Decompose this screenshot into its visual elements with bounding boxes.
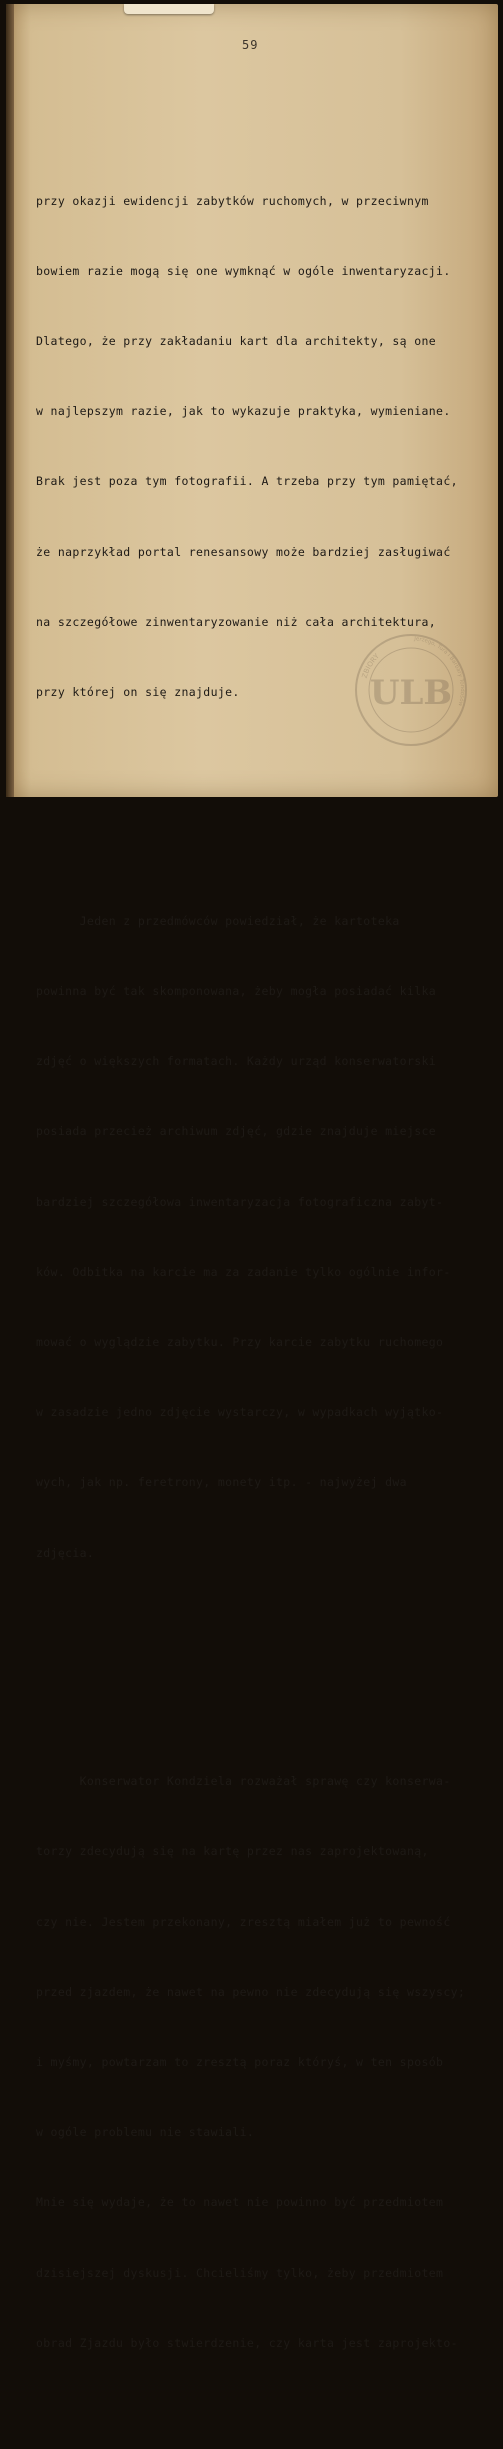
text-line: obrad Zjazdu było stwierdzenie, czy karta jest zaprojekto- bbox=[36, 2335, 458, 2350]
text-line: przy okazji ewidencji zabytków ruchomych, w przeciwnym bbox=[36, 193, 429, 208]
page-number: 59 bbox=[242, 38, 259, 52]
text-line: czy nie. Jestem przekonany, zresztą miałem już to pewność bbox=[36, 1914, 451, 1929]
body-text bbox=[36, 96, 484, 2449]
paper-tab bbox=[124, 4, 214, 14]
text-line: na szczegółowe zinwentaryzowanie niż cała architektura, bbox=[36, 614, 437, 629]
text-line: Brak jest poza tym fotografii. A trzeba przy tym pamiętać, bbox=[36, 474, 458, 489]
text-line: powinna być tak skomponowana, żeby mogła posiadać kilka bbox=[36, 983, 437, 998]
stamp-arc-right: Jerzego, Tura i Barbary Tondosów bbox=[413, 636, 466, 707]
paragraph-3 bbox=[36, 1723, 484, 2402]
paragraph-1 bbox=[36, 143, 484, 751]
text-line: że naprzykład portal renesansowy może bardziej zasługiwać bbox=[36, 544, 451, 559]
binding-spine bbox=[6, 4, 14, 797]
text-line: posiada przecież archiwum zdjęć, gdzie znajduje miejsce bbox=[36, 1124, 437, 1139]
text-line: w ogóle problemu nie stawiali. bbox=[36, 2125, 255, 2140]
stamp-arc-top: ZBIORY bbox=[360, 652, 381, 680]
text-line: wych, jak np. feretrony, monety itp. - najwyżej dwa bbox=[36, 1475, 407, 1490]
text-line: przy której on się znajduje. bbox=[36, 685, 240, 700]
text-line: i myśmy, powtarzam to zresztą poraz któryś, w ten sposób bbox=[36, 2054, 444, 2069]
text-line: w zasadzie jedno zdjęcie wystarczy, w wypadkach wyjątko- bbox=[36, 1405, 444, 1420]
text-line: zdjęcia. bbox=[36, 1545, 95, 1560]
text-line: bardziej szczegółowa inwentaryzacja fotograficzna zabyt- bbox=[36, 1194, 444, 1209]
paragraph-gap bbox=[36, 1659, 484, 1677]
text-line: w najlepszym razie, jak to wykazuje praktyka, wymieniane. bbox=[36, 404, 451, 419]
text-line: torzy zdecydują się na kartę przez nas zaprojektowaną, bbox=[36, 1844, 429, 1859]
text-line: Jeden z przedmówców powiedział, że kartoteka bbox=[36, 913, 400, 928]
text-line: zdjęć o większych formatach. Każdy urząd konserwatorski bbox=[36, 1054, 437, 1069]
paragraph-2 bbox=[36, 863, 484, 1612]
stamp-letters: ULB bbox=[369, 673, 453, 713]
text-line: mować o wyglądzie zabytku. Przy karcie zabytku ruchomego bbox=[36, 1334, 444, 1349]
text-line: Konserwator Kondziela rozważał sprawę czy konserwa- bbox=[36, 1774, 451, 1789]
text-line: dzisiejszej dyskusji. Chcieliśmy tylko, żeby przedmiotem bbox=[36, 2265, 444, 2280]
text-line: Dlatego, że przy zakładaniu kart dla architekty, są one bbox=[36, 334, 437, 349]
text-line: przed zjazdem, że nawet na pewno nie zdecydują się wszyscy; bbox=[36, 1984, 466, 1999]
paragraph-gap bbox=[36, 798, 484, 816]
text-line: ków. Odbitka na karcie ma za zadanie tylko ogólnie infor- bbox=[36, 1264, 451, 1279]
text-line: bowiem razie mogą się one wymknąć w ogóle inwentaryzacji. bbox=[36, 263, 451, 278]
text-line: Mnie się wydaje, że to nawet nie powinno być przedmiotem bbox=[36, 2195, 444, 2210]
document-page bbox=[6, 4, 498, 2350]
